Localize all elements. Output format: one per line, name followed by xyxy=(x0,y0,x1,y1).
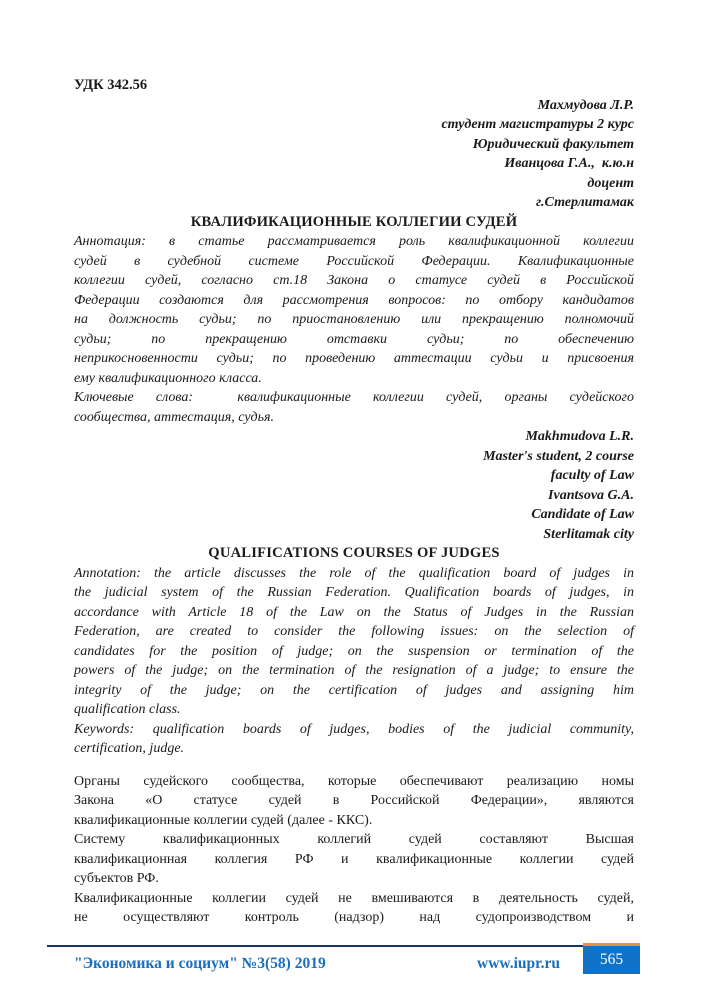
annotation-en xyxy=(74,564,634,720)
author-line-ru: доцент xyxy=(587,175,634,191)
author-line-ru: Махмудова Л.Р. xyxy=(537,97,634,113)
udk-code: УДК 342.56 xyxy=(74,77,148,93)
body-line: субъектов РФ. xyxy=(74,871,159,886)
annotation-line-ru: Федерации создаются для рассмотрения вопросов: по отбору кандидатов xyxy=(74,292,634,308)
page-number: 565 xyxy=(599,951,624,968)
body-paragraph-3 xyxy=(74,889,634,928)
author-line-ru: студент магистратуры 2 курс xyxy=(441,117,634,132)
annotation-line-ru: неприкосновенности судьи; по проведению аттестации судьи и присвоения xyxy=(74,351,634,366)
annotation-line-en: candidates for the position of judge; on the suspension or termination of the xyxy=(74,643,634,659)
body-line: Квалификационные коллегии судей не вмешиваются в деятельность судей, xyxy=(74,890,634,906)
author-line-en: Candidate of Law xyxy=(531,507,634,522)
annotation-line-en: integrity of the judge; on the certification of judges and assigning him xyxy=(74,682,634,698)
journal-website: www.iupr.ru xyxy=(477,955,560,972)
author-line-ru: Иванцова Г.А., к.ю.н xyxy=(504,156,634,171)
page-number-badge xyxy=(583,946,640,974)
annotation-line-ru: коллегии судей, согласно ст.18 Закона о статусе судей в Российской xyxy=(74,273,634,288)
keywords-line-en: certification, judge. xyxy=(74,741,185,756)
annotation-line-en: qualification class. xyxy=(74,702,181,717)
article-title-en: QUALIFICATIONS COURSES OF JUDGES xyxy=(208,545,500,561)
author-line-en: faculty of Law xyxy=(550,468,634,483)
body-line: Систему квалификационных коллегий судей составляют Высшая xyxy=(74,832,634,847)
annotation-line-ru: судьи; по прекращению отставки судьи; по обеспечению xyxy=(74,331,634,347)
annotation-line-en: Annotation: the article discusses the role of the qualification board of judges in xyxy=(74,565,634,581)
keywords-en xyxy=(74,720,634,759)
keywords-ru xyxy=(74,388,634,427)
annotation-line-ru: Аннотация: в статье рассматривается роль квалификационной коллегии xyxy=(74,234,634,249)
annotation-line-en: Federation, are created to consider the following issues: on the selection of xyxy=(74,624,634,639)
footer xyxy=(74,953,560,975)
body-paragraph-2 xyxy=(74,830,634,889)
author-line-en: Makhmudova L.R. xyxy=(525,429,634,444)
body-paragraph-1 xyxy=(74,772,634,831)
paragraph-spacer xyxy=(74,759,634,772)
annotation-line-en: the judicial system of the Russian Federation. Qualification boards of judges, in xyxy=(74,585,634,600)
keywords-line-ru: Ключевые слова: квалификационные коллегии судей, органы судейского xyxy=(74,390,634,405)
author-block-en xyxy=(74,427,634,544)
body-line: Органы судейского сообщества, которые обеспечивают реализацию номы xyxy=(74,773,634,789)
keywords-line-en: Keywords: qualification boards of judges, bodies of the judicial community, xyxy=(74,721,634,737)
author-line-ru: Юридический факультет xyxy=(472,136,634,152)
keywords-line-ru: сообщества, аттестация, судья. xyxy=(74,409,274,425)
annotation-line-ru: судей в судебной системе Российской Федерации. Квалификационные xyxy=(74,253,634,269)
annotation-line-en: accordance with Article 18 of the Law on the Status of Judges in the Russian xyxy=(74,604,634,620)
footer-divider xyxy=(47,945,583,947)
annotation-ru xyxy=(74,232,634,388)
article-content xyxy=(74,76,634,928)
annotation-line-en: powers of the judge; on the termination of the resignation of a judge; to ensure the xyxy=(74,663,634,678)
body-line: квалификационные коллегии судей (далее - ККС). xyxy=(74,812,373,828)
author-line-ru: г.Стерлитамак xyxy=(536,195,634,210)
journal-name: "Экономика и социум" №3(58) 2019 xyxy=(74,955,326,972)
author-block-ru xyxy=(74,96,634,213)
author-line-en: Master's student, 2 course xyxy=(483,448,634,464)
body-line: не осуществляют контроль (надзор) над судопроизводством и xyxy=(74,910,634,925)
author-line-en: Sterlitamak city xyxy=(543,526,634,542)
body-line: Закона «О статусе судей в Российской Федерации», являются xyxy=(74,793,634,808)
annotation-line-ru: ему квалификационного класса. xyxy=(74,370,262,386)
body-line: квалификационная коллегия РФ и квалификационные коллегии судей xyxy=(74,851,634,867)
article-title-ru: КВАЛИФИКАЦИОННЫЕ КОЛЛЕГИИ СУДЕЙ xyxy=(190,213,518,230)
annotation-line-ru: на должность судьи; по приостановлению или прекращению полномочий xyxy=(74,312,634,327)
author-line-en: Ivantsova G.A. xyxy=(548,487,634,503)
